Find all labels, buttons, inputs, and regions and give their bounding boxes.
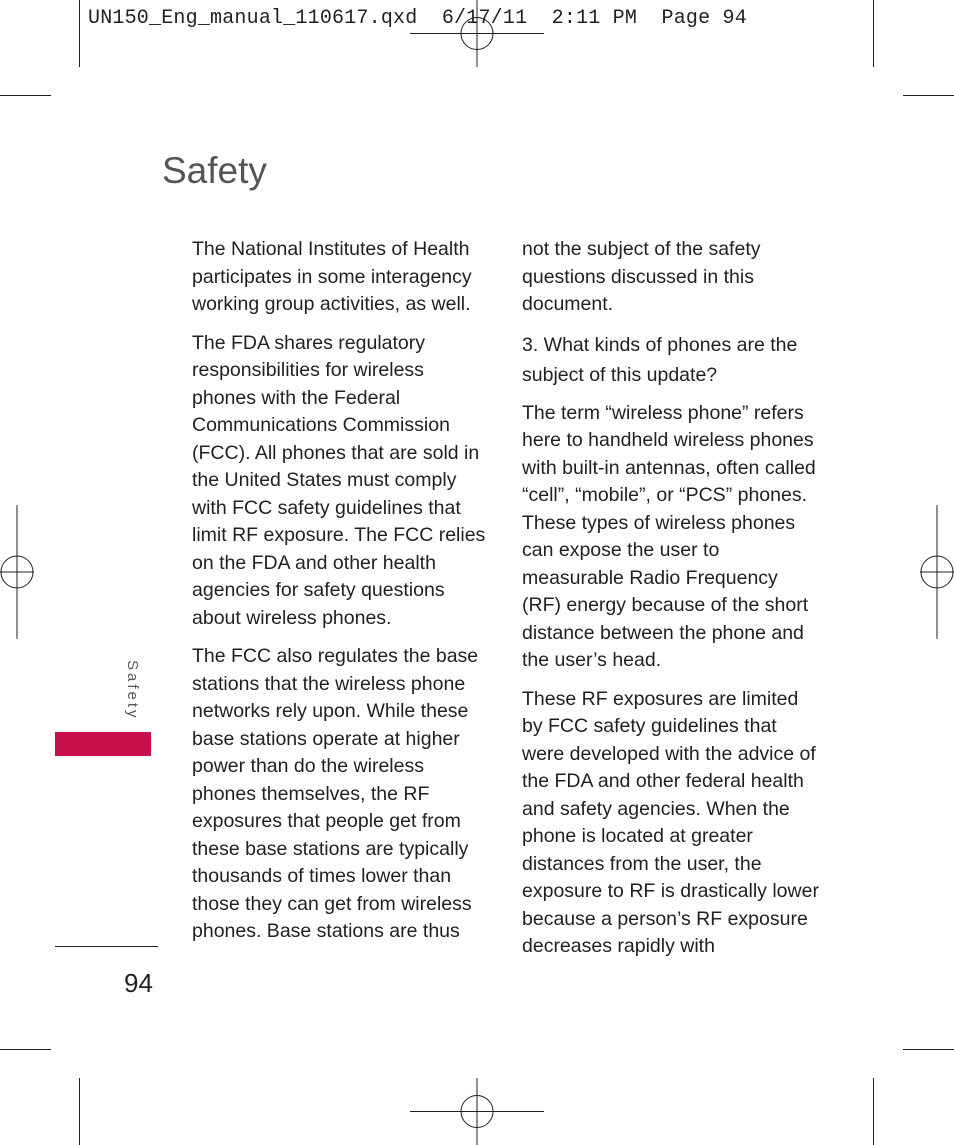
section-tab xyxy=(55,732,151,756)
side-section-label xyxy=(121,660,143,730)
crop-mark xyxy=(79,0,80,67)
paragraph: The term “wireless phone” refers here to handheld wireless phones with built-in antennas, often called “cell”, “mobile”, or “PCS” phones. These types of wireless phones can expose the user to measurable Radio Frequency (RF) energy because of the short distance between the phone and the user’s head. xyxy=(522,401,816,671)
registration-mark-right xyxy=(920,505,954,639)
paragraph: not the subject of the safety questions discussed in this document. xyxy=(522,238,761,315)
crop-mark xyxy=(903,95,954,96)
crop-mark xyxy=(873,0,874,67)
paragraph: The FCC also regulates the base stations that the wireless phone networks rely upon. While these base stations operate at higher power than do the wireless phones themselves, the RF exposures that people get from these base stations are typically thousands of times lower than those they can get from wireless phones. Base stations are thus xyxy=(192,645,479,942)
left-column xyxy=(192,236,492,957)
page-number: 94 xyxy=(124,968,153,998)
crop-mark xyxy=(0,1049,51,1050)
paragraph: The FDA shares regulatory responsibilities for wireless phones with the Federal Communications Commission (FCC). All phones that are sold in the United States must comply with FCC safety guidelines that limit RF exposure. The FCC relies on the FDA and other health agencies for safety questions about wireless phones. xyxy=(192,331,486,629)
right-column xyxy=(522,236,820,972)
crop-mark xyxy=(0,95,51,96)
crop-mark xyxy=(903,1049,954,1050)
crop-mark xyxy=(873,1078,874,1145)
side-section-text: Safety xyxy=(124,660,141,721)
registration-mark-top xyxy=(410,0,544,67)
section-heading: 3. What kinds of phones are the subject of this update? xyxy=(522,333,798,386)
page-number-rule xyxy=(55,946,158,947)
page-title: Safety xyxy=(162,150,267,191)
printer-slug: UN150_Eng_manual_110617.qxd 6/17/11 2:11 PM Page 94 xyxy=(88,7,747,30)
paragraph: These RF exposures are limited by FCC safety guidelines that were developed with the advice of the FDA and other federal health and safety agencies. When the phone is located at greater distances from the user, the exposure to RF is drastically lower because a person’s RF exposure decreases rapidly with xyxy=(522,687,819,957)
registration-mark-bottom xyxy=(410,1078,544,1145)
registration-mark-left xyxy=(0,505,34,639)
paragraph: The National Institutes of Health participates in some interagency working group activities, as well. xyxy=(192,238,472,315)
crop-mark xyxy=(79,1078,80,1145)
